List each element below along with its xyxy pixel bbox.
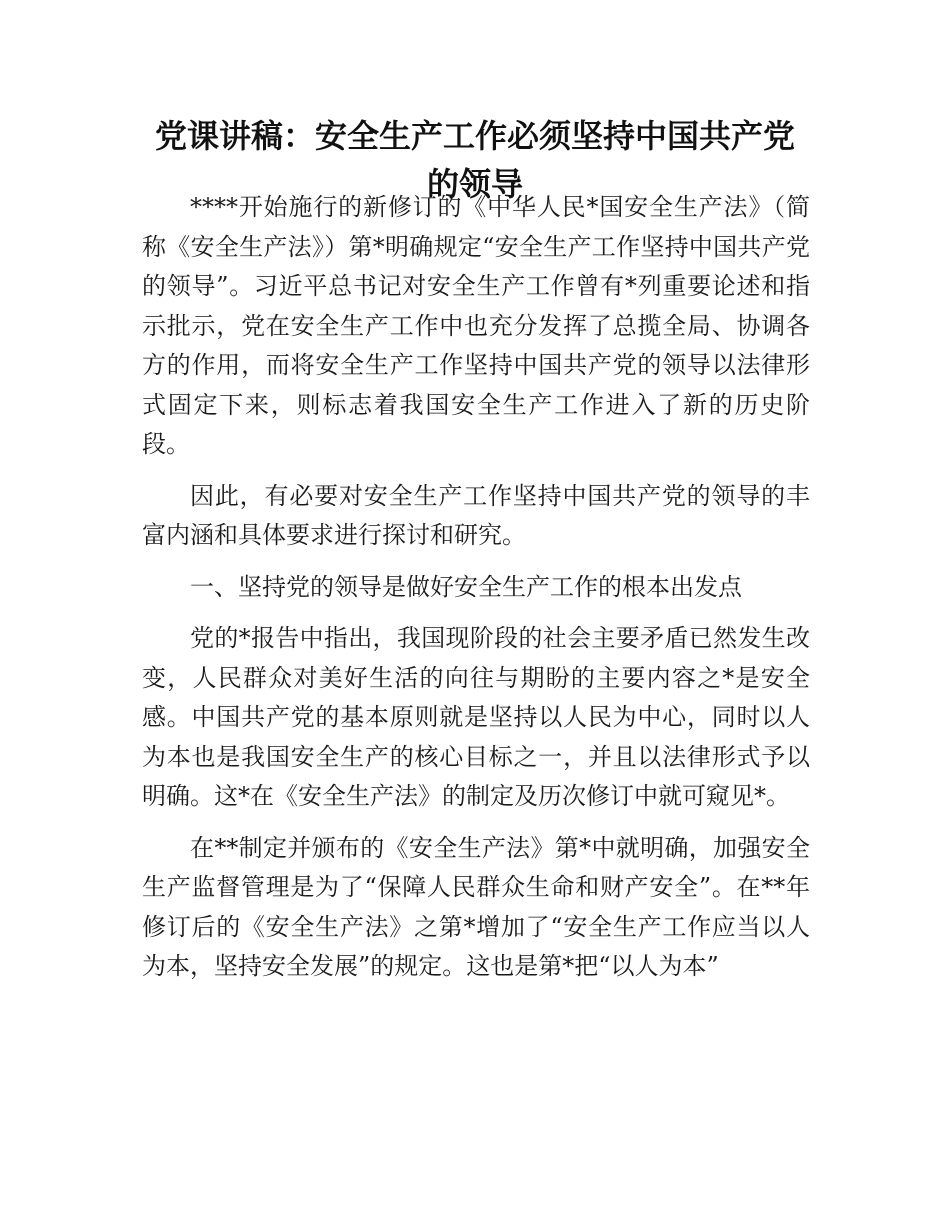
paragraph-law-history: 在**制定并颁布的《安全生产法》第*中就明确，加强安全生产监督管理是为了“保障人民群众生命和财产安全”。在**年修订后的《安全生产法》之第*增加了“安全生产工作应当以人为本，坚持安全发展”的规定。这也是第*把“以人为本” xyxy=(142,833,810,980)
paragraph-purpose: 因此，有必要对安全生产工作坚持中国共产党的领导的丰富内涵和具体要求进行探讨和研究。 xyxy=(142,481,810,549)
paragraph-intro: ****开始施行的新修订的《中华人民*国安全生产法》（简称《安全生产法》）第*明确规定“安全生产工作坚持中国共产党的领导”。习近平总书记对安全生产工作曾有*列重要论述和指示批示，党在安全生产工作中也充分发挥了总揽全局、协调各方的作用，而将安全生产工作坚持中国共产党的领导以法律形式固定下来，则标志着我国安全生产工作进入了新的历史阶段。 xyxy=(142,193,810,458)
section-heading-1: 一、坚持党的领导是做好安全生产工作的根本出发点 xyxy=(190,572,742,601)
paragraph-report: 党的*报告中指出，我国现阶段的社会主要矛盾已然发生改变，人民群众对美好生活的向往与期盼的主要内容之*是安全感。中国共产党的基本原则就是坚持以人民为中心，同时以人为本也是我国安全生产的核心目标之一，并且以法律形式予以明确。这*在《安全生产法》的制定及历次修订中就可窥见*。 xyxy=(142,624,810,810)
document-title: 党课讲稿：安全生产工作必须坚持中国共产党的领导 xyxy=(154,117,795,203)
document-body xyxy=(142,188,810,999)
